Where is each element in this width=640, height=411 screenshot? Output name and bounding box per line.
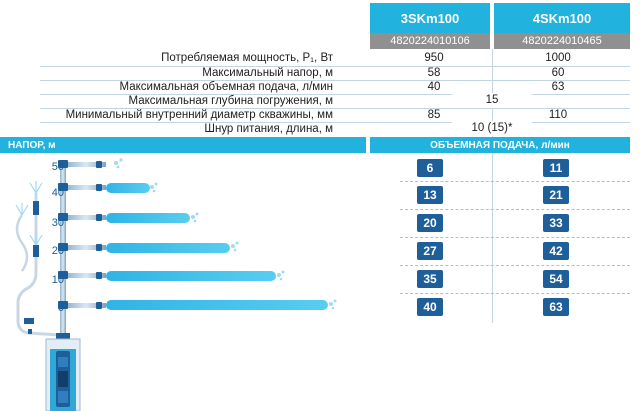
spec-value-min-diameter-3skm: 85: [427, 109, 441, 121]
spec-value-max-flow-4skm: 63: [551, 81, 565, 93]
spec-label-max-head: Максимальный напор, м: [202, 67, 333, 79]
flow-value-3skm-20: 27: [417, 242, 443, 260]
spec-label-power: Потребляемая мощность, P₁, Вт: [161, 52, 333, 64]
spec-value-power-4skm: 1000: [545, 52, 571, 64]
flow-value-3skm-50: 6: [417, 159, 443, 177]
flow-value-3skm-40: 13: [417, 186, 443, 204]
row-divider: [400, 293, 630, 294]
flow-value-3skm-0: 40: [417, 298, 443, 316]
spec-value-max-head-4skm: 60: [551, 67, 565, 79]
spec-label-max-flow: Максимальная объемная подача, л/мин: [119, 81, 333, 93]
spec-label-min-diameter: Минимальный внутренний диаметр скважины, мм: [65, 109, 333, 121]
spec-value-max-flow-3skm: 40: [427, 81, 441, 93]
water-jet-icon: [106, 183, 150, 193]
spec-label-depth: Максимальная глубина погружения, м: [128, 95, 333, 107]
model-code-4skm100: 4820224010465: [494, 33, 630, 49]
flow-band-label: ОБЪЕМНАЯ ПОДАЧА, л/мин: [430, 139, 570, 151]
head-label-20: 20: [51, 245, 64, 257]
spec-value-depth-merged: 15: [452, 93, 532, 108]
flow-value-3skm-30: 20: [417, 214, 443, 232]
model-header-3skm100: [370, 3, 490, 33]
head-label-40: 40: [51, 187, 64, 199]
flow-band: [370, 137, 630, 153]
droplet-icon: [114, 158, 337, 309]
water-jet-icon: [106, 243, 230, 253]
head-band: [0, 137, 366, 153]
pump-icon: [56, 351, 70, 407]
flow-value-4skm-10: 54: [543, 270, 569, 288]
row-divider: [400, 209, 630, 210]
head-label-30: 30: [51, 217, 64, 229]
flow-value-4skm-0: 63: [543, 298, 569, 316]
spec-value-cord-merged: 10 (15)*: [452, 121, 532, 136]
spec-value-power-3skm: 950: [424, 52, 444, 64]
flow-value-4skm-30: 33: [543, 214, 569, 232]
water-jet-icon: [106, 271, 276, 281]
flow-value-4skm-40: 21: [543, 186, 569, 204]
head-label-50: 50: [51, 161, 64, 173]
head-label-0: 0: [57, 302, 64, 314]
head-label-10: 10: [51, 274, 64, 286]
row-divider: [400, 181, 630, 182]
spec-label-cord: Шнур питания, длина, м: [204, 123, 333, 135]
row-divider: [400, 265, 630, 266]
model-name-4skm100: 4SKm100: [532, 10, 592, 26]
water-jet-icon: [106, 213, 190, 223]
outlet-pipes: [66, 162, 106, 308]
water-jet-icon: [106, 300, 328, 310]
spec-value-min-diameter-4skm: 110: [548, 109, 568, 121]
flow-value-4skm-20: 42: [543, 242, 569, 260]
spec-value-max-head-3skm: 58: [427, 67, 441, 79]
flow-value-3skm-10: 35: [417, 270, 443, 288]
model-header-4skm100: [494, 3, 630, 33]
flow-column-separator: [492, 153, 493, 323]
model-code-3skm100: 4820224010106: [370, 33, 490, 49]
head-band-label: НАПОР, м: [8, 139, 56, 151]
flow-value-4skm-50: 11: [543, 159, 569, 177]
model-name-3skm100: 3SKm100: [400, 10, 460, 26]
row-divider: [400, 237, 630, 238]
